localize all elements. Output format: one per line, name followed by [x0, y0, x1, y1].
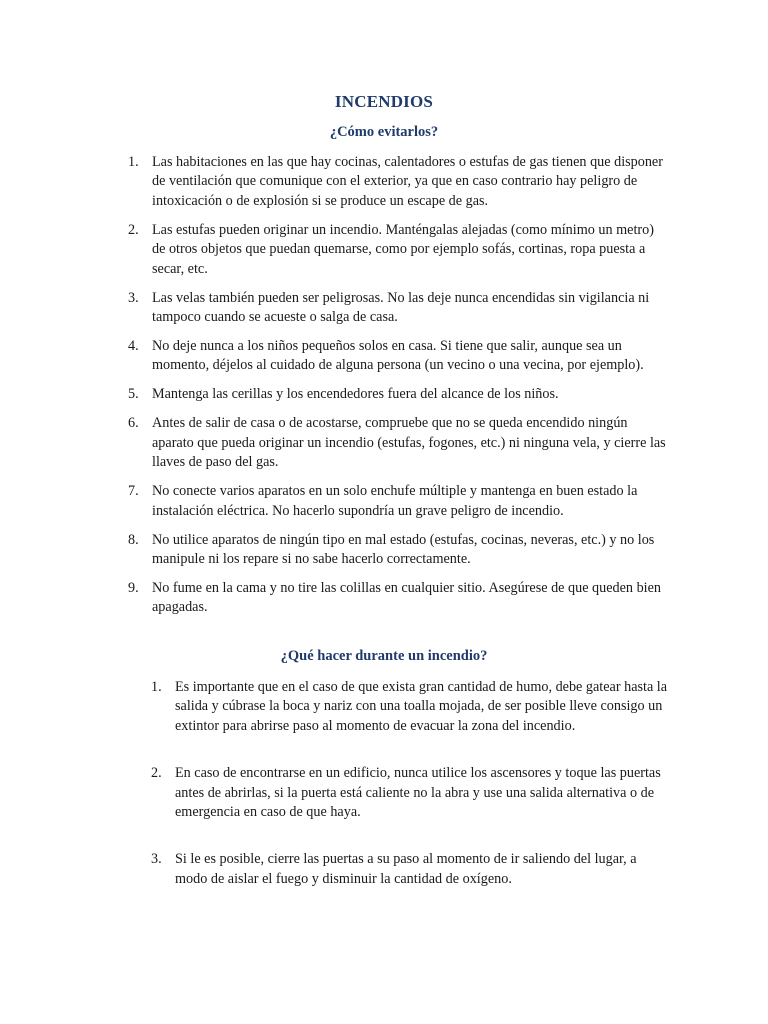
list-item-number: 3. — [128, 289, 139, 306]
list-item — [151, 850, 671, 889]
list-item — [128, 337, 668, 376]
list-item-number: 1. — [128, 154, 139, 170]
list-item — [128, 153, 668, 211]
list-item-number: 9. — [128, 580, 139, 597]
list-item-number: 1. — [151, 679, 162, 695]
list-item-number: 7. — [128, 483, 139, 500]
list-item-text: Es importante que en el caso de que exista gran cantidad de humo, debe gatear hasta la salida y cúbrase la boca y nariz con una toalla mojada, de ser posible lleve consigo un extintor para abrirse paso al momento de evacuar la zona del incendio. — [175, 679, 668, 734]
list-item-text: No fume en la cama y no tire las colillas en cualquier sitio. Asegúrese de que queden bien apagadas. — [152, 580, 662, 616]
list-item-number: 2. — [128, 221, 139, 238]
list-item — [128, 482, 668, 521]
list-item — [128, 385, 668, 404]
list-item-text: En caso de encontrarse en un edificio, nunca utilice los ascensores y toque las puertas antes de abrirlas, si la puerta está caliente no la abra y use una salida alternativa o de emergencia en caso de que haya. — [175, 765, 661, 821]
list-item — [151, 764, 671, 822]
list-item-number: 5. — [128, 386, 139, 403]
list-item-text: Las velas también pueden ser peligrosas. No las deje nunca encendidas sin vigilancia ni tampoco cuando se acueste o salga de casa. — [152, 289, 650, 326]
prevention-list — [128, 153, 668, 627]
section-heading-during-fire: ¿Qué hacer durante un incendio? — [280, 648, 488, 664]
list-item-text: Las habitaciones en las que hay cocinas, calentadores o estufas de gas tienen que disponer de ventilación que comunique con el exterior, ya que en caso contrario hay peligro de intoxicación o de explosión si se produce un escape de gas. — [152, 154, 663, 209]
list-item — [128, 579, 668, 618]
during-fire-list — [151, 678, 671, 917]
section-heading-prevention: ¿Cómo evitarlos? — [329, 124, 439, 140]
list-item-text: No deje nunca a los niños pequeños solos en casa. Si tiene que salir, aunque sea un momento, déjelos al cuidado de alguna persona (un vecino o una vecina, por ejemplo). — [152, 338, 644, 374]
document-title: INCENDIOS — [334, 92, 434, 111]
list-item-text: Mantenga las cerillas y los encendedores fuera del alcance de los niños. — [152, 386, 559, 403]
list-item-text: Antes de salir de casa o de acostarse, compruebe que no se queda encendido ningún aparato que pueda originar un incendio (estufas, fogones, etc.) ni ninguna vela, y cierre las llaves de paso del gas. — [152, 415, 666, 471]
list-item-text: No utilice aparatos de ningún tipo en mal estado (estufas, cocinas, neveras, etc.) y no los manipule ni los repare si no sabe hacerlo correctamente. — [152, 531, 655, 568]
list-item — [128, 531, 668, 570]
list-item — [151, 678, 671, 736]
list-item-number: 3. — [151, 851, 162, 868]
list-item — [128, 221, 668, 279]
list-item-text: Si le es posible, cierre las puertas a su paso al momento de ir saliendo del lugar, a modo de aislar el fuego y disminuir la cantidad de oxígeno. — [175, 851, 637, 887]
list-item-text: Las estufas pueden originar un incendio. Manténgalas alejadas (como mínimo un metro) de otros objetos que puedan quemarse, como por ejemplo sofás, cortinas, ropa puesta a secar, etc. — [152, 221, 654, 277]
list-item-number: 6. — [128, 415, 139, 432]
list-item-text: No conecte varios aparatos en un solo enchufe múltiple y mantenga en buen estado la instalación eléctrica. No hacerlo supondría un grave peligro de incendio. — [152, 483, 638, 519]
list-item — [128, 289, 668, 328]
list-item — [128, 414, 668, 472]
list-item-number: 8. — [128, 531, 139, 548]
list-item-number: 4. — [128, 338, 139, 355]
list-item-number: 2. — [151, 765, 162, 782]
